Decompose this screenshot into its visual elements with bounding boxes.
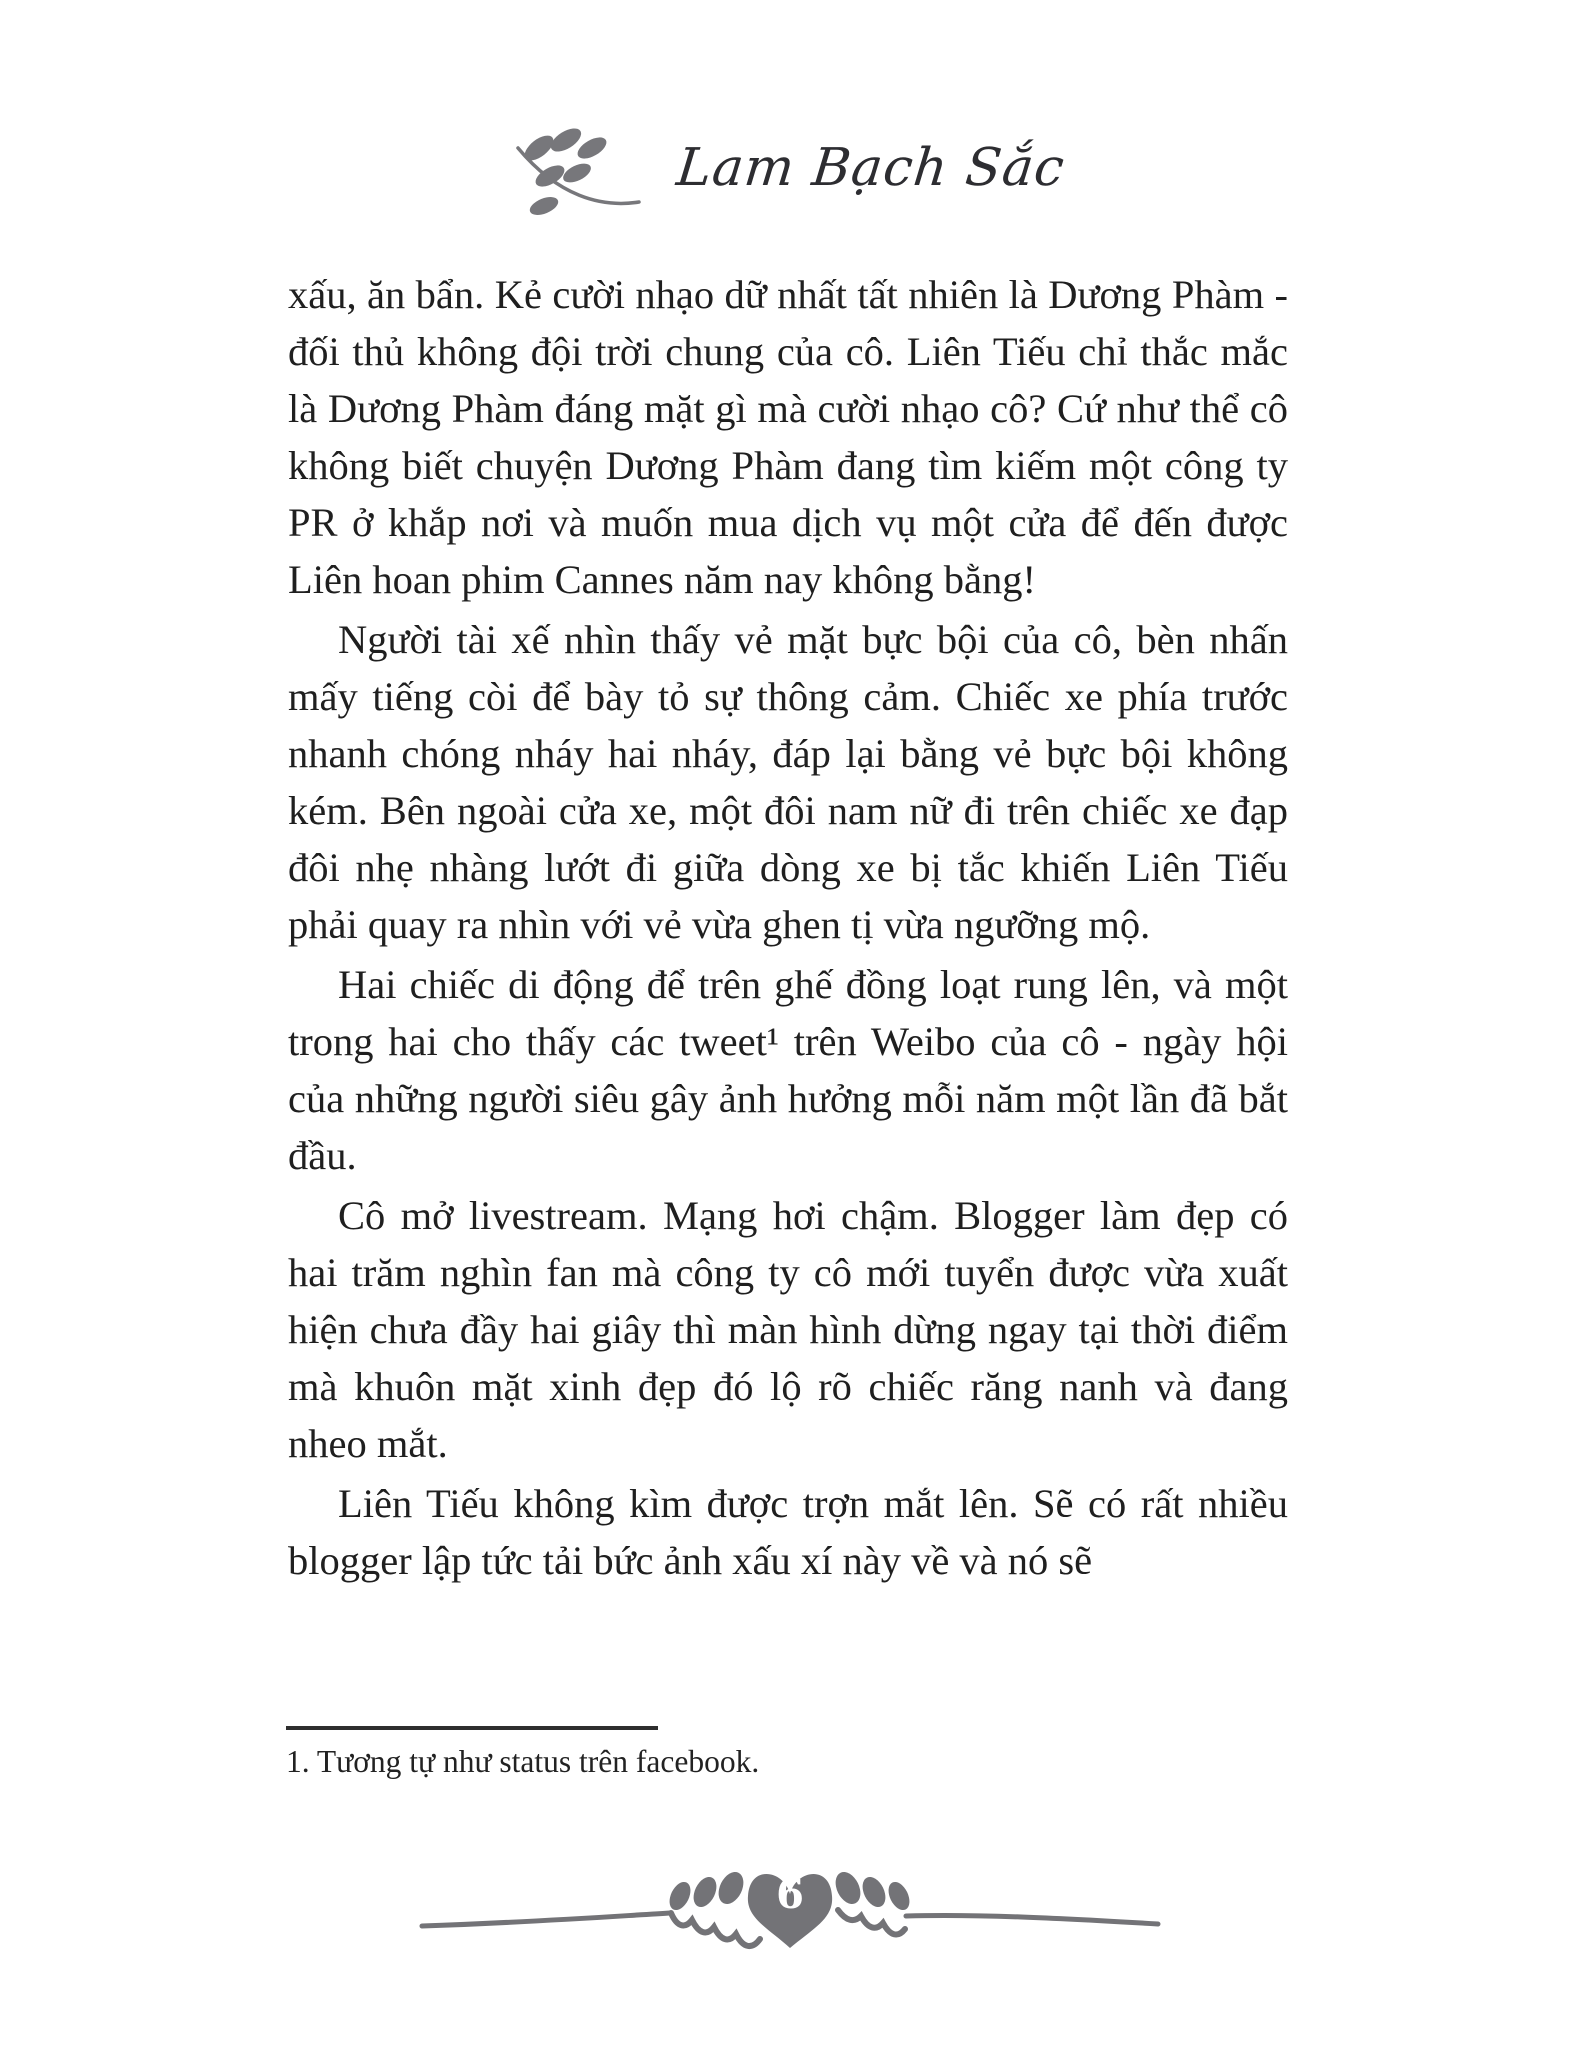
page-header xyxy=(505,118,1068,218)
paragraph: Liên Tiếu không kìm được trợn mắt lên. Sẽ có rất nhiều blogger lập tức tải bức ảnh xấu xí này về và nó sẽ xyxy=(288,1481,1288,1583)
decoration-loops-left xyxy=(671,1913,760,1946)
decoration-blob xyxy=(689,1873,721,1911)
footnote-divider xyxy=(286,1726,658,1730)
decoration-blob xyxy=(665,1879,694,1914)
decoration-line-left xyxy=(422,1913,671,1926)
decoration-blob xyxy=(884,1879,913,1914)
footer-decoration xyxy=(418,1850,1162,1962)
decoration-blob xyxy=(858,1873,890,1911)
paragraph: Hai chiếc di động để trên ghế đồng loạt rung lên, và một trong hai cho thấy các tweet¹ trên Weibo của cô - ngày hội của những người siêu gây ảnh hưởng mỗi năm một lần đã bắt đầu. xyxy=(288,962,1288,1178)
page-number: 6 xyxy=(776,1871,804,1918)
footnote-text: 1. Tương tự như status trên facebook. xyxy=(286,1744,760,1779)
decoration-blob xyxy=(714,1868,749,1908)
decoration-line-right xyxy=(906,1915,1158,1924)
paragraph: Người tài xế nhìn thấy vẻ mặt bực bội của cô, bèn nhấn mấy tiếng còi để bày tỏ sự thông cảm. Chiếc xe phía trước nhanh chóng nháy hai nháy, đáp lại bằng vẻ bực bội không kém. Bên ngoài cửa xe, một đôi nam nữ đi trên chiếc xe đạp đôi nhẹ nhàng lướt đi giữa dòng xe bị tắc khiến Liên Tiếu phải quay ra nhìn với vẻ vừa ghen tị vừa ngưỡng mộ. xyxy=(288,617,1288,947)
page-body xyxy=(288,266,1288,1592)
decoration-loops-right xyxy=(838,1910,905,1935)
leaf-branch-icon xyxy=(505,118,647,218)
paragraph: xấu, ăn bẩn. Kẻ cười nhạo dữ nhất tất nhiên là Dương Phàm - đối thủ không đội trời chung của cô. Liên Tiếu chỉ thắc mắc là Dương Phàm đáng mặt gì mà cười nhạo cô? Cứ như thể cô không biết chuyện Dương Phàm đang tìm kiếm một công ty PR ở khắp nơi và muốn mua dịch vụ một cửa để đến được Liên hoan phim Cannes năm nay không bằng! xyxy=(288,272,1288,602)
paragraph: Cô mở livestream. Mạng hơi chậm. Blogger làm đẹp có hai trăm nghìn fan mà công ty cô mới tuyển được vừa xuất hiện chưa đầy hai giây thì màn hình dừng ngay tại thời điểm mà khuôn mặt xinh đẹp đó lộ rõ chiếc răng nanh và đang nheo mắt. xyxy=(288,1193,1288,1466)
leaf xyxy=(560,160,594,187)
author-name: Lam Bạch Sắc xyxy=(673,138,1068,198)
decoration-blob xyxy=(831,1868,866,1908)
leaf xyxy=(527,193,560,218)
